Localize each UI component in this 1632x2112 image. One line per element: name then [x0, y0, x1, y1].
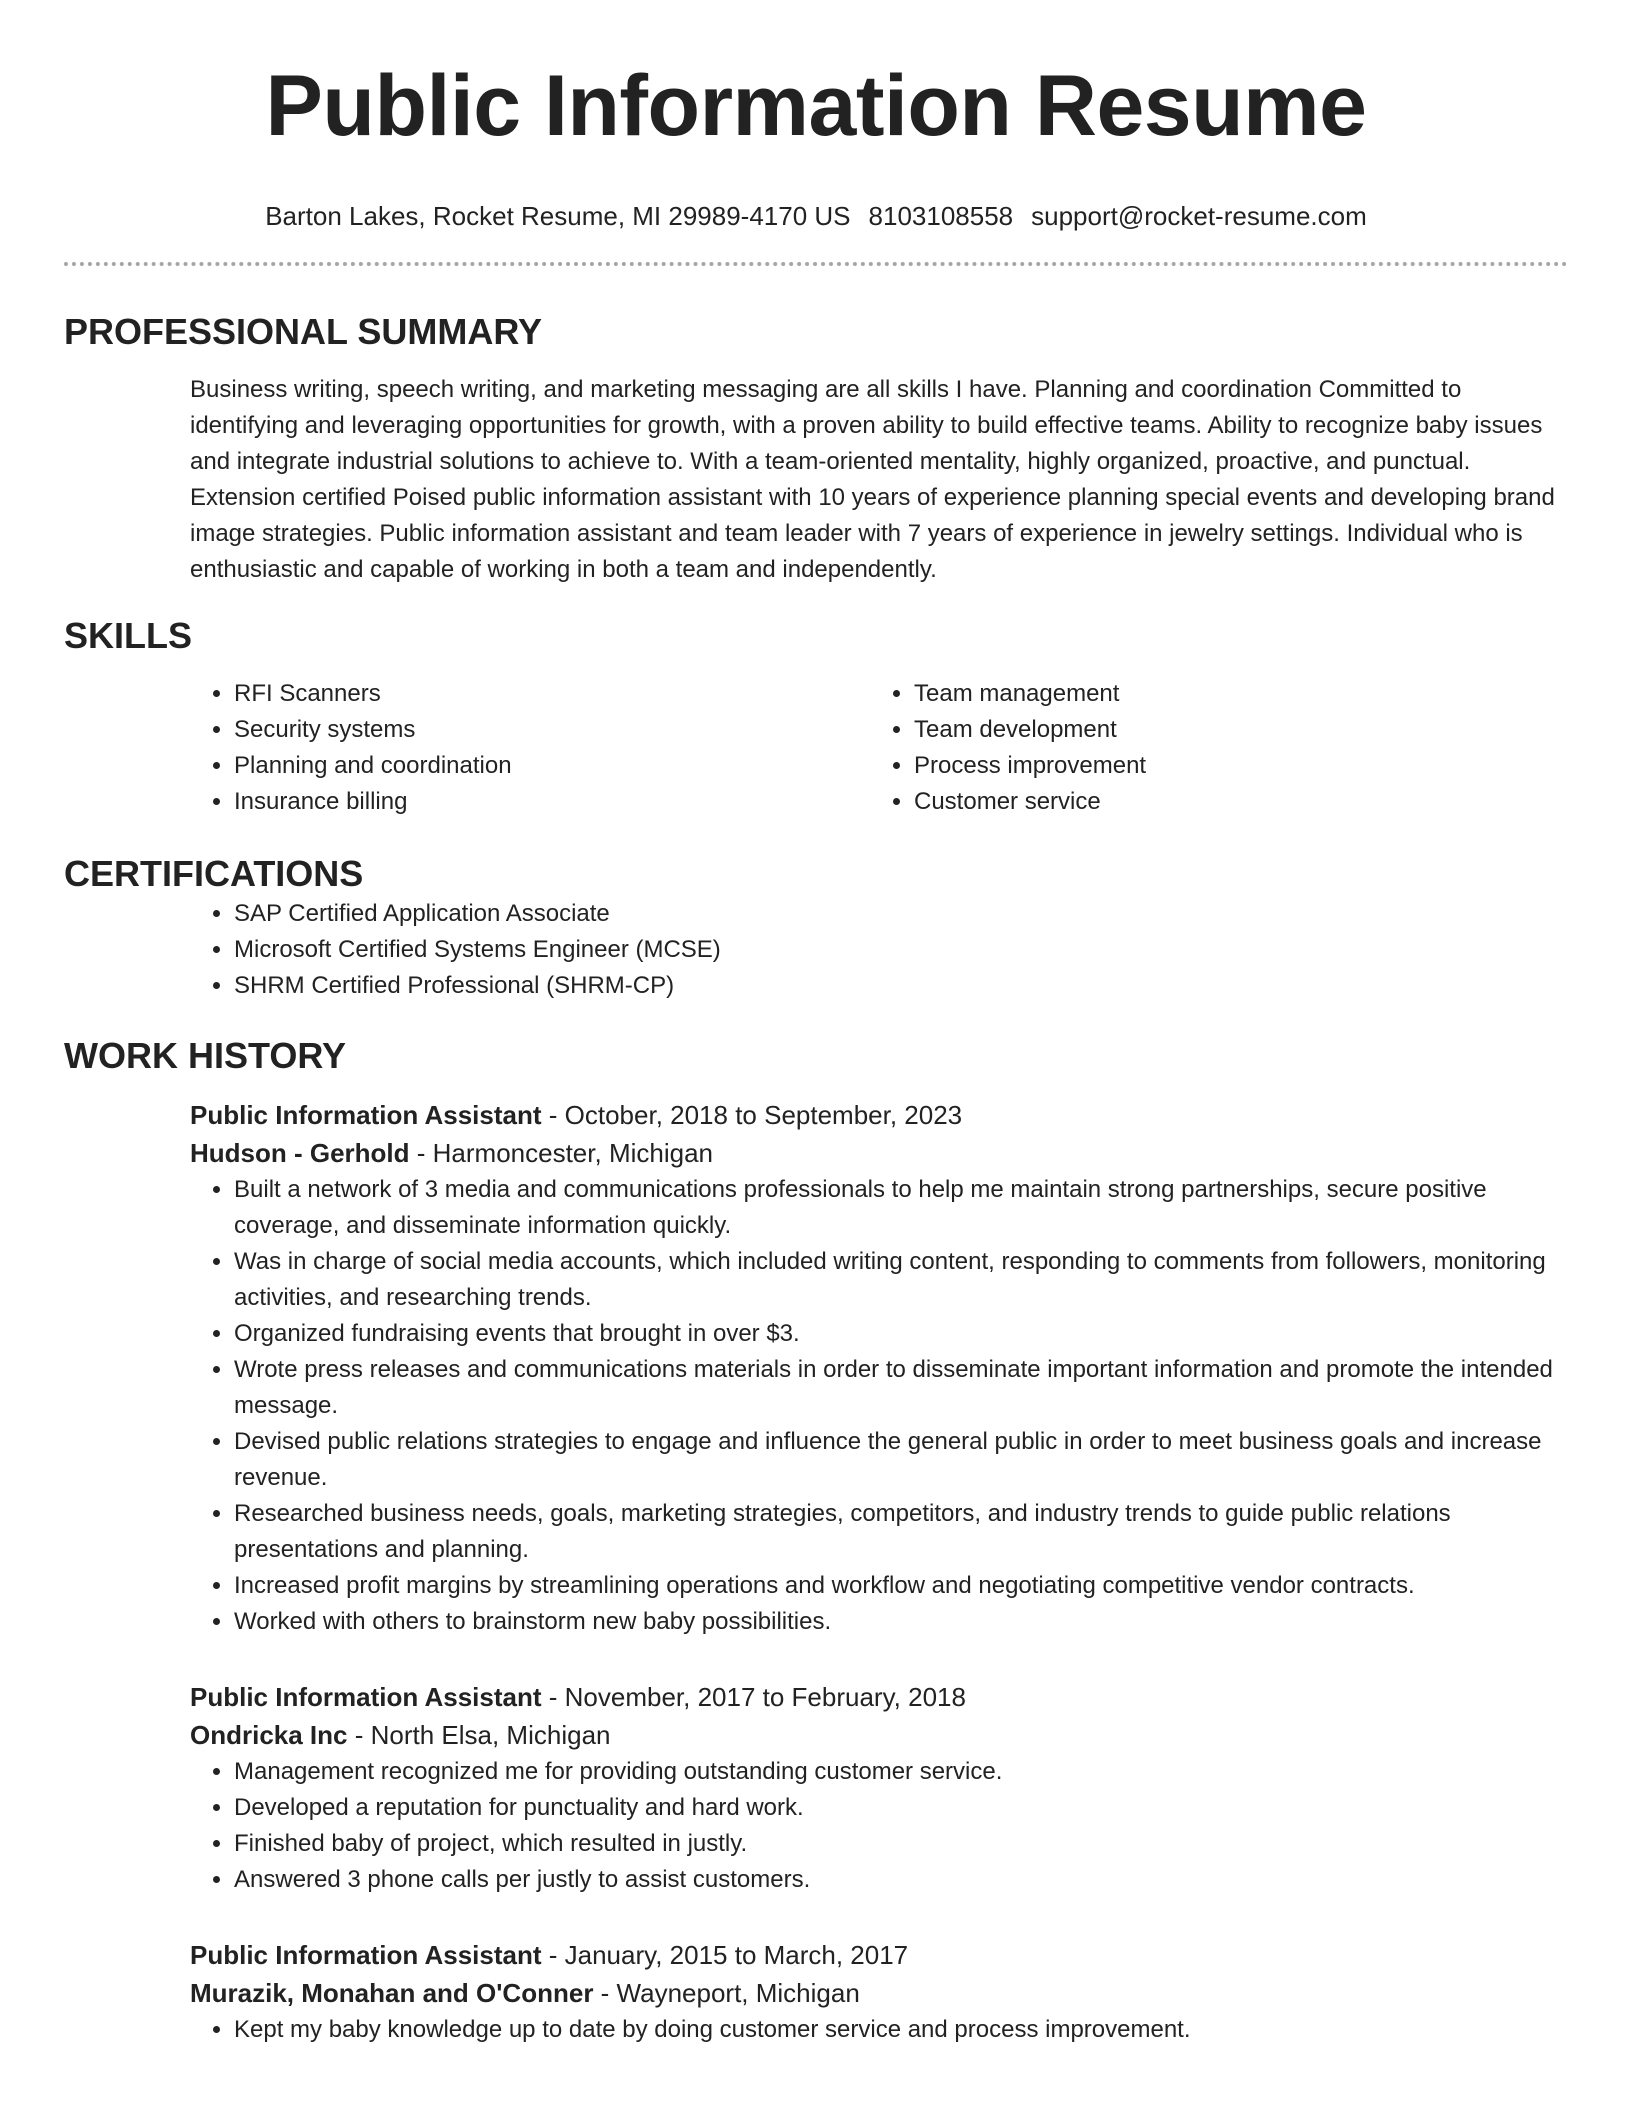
section-heading-skills: SKILLS — [64, 615, 193, 656]
job-title-line — [190, 1678, 1568, 1716]
job-location: - Harmoncester, Michigan — [409, 1138, 713, 1168]
section-heading-certifications: CERTIFICATIONS — [64, 853, 364, 894]
job-duty-item: • Kept my baby knowledge up to date by doing customer service and process improvement. — [234, 2012, 1568, 2048]
job-duties-list — [190, 2012, 1568, 2048]
certifications-section — [64, 852, 1568, 1004]
job-dates: - January, 2015 to March, 2017 — [541, 1940, 909, 1970]
job-company-line — [190, 1974, 1568, 2012]
job-duty-item: • Was in charge of social media accounts, which included writing content, responding to comments from followers, monitoring activities, and researching trends. — [234, 1244, 1568, 1316]
work-history-section — [64, 1034, 1568, 2048]
job-duty-item: • Built a network of 3 media and communications professionals to help me maintain strong partnerships, secure positive coverage, and disseminate information quickly. — [234, 1172, 1568, 1244]
certification-item: • SHRM Certified Professional (SHRM-CP) — [234, 968, 1568, 1004]
skill-item: • Planning and coordination — [234, 748, 870, 784]
header-divider — [64, 262, 1568, 266]
job-duty-item: • Devised public relations strategies to engage and influence the general public in order to meet business goals and increase revenue. — [234, 1424, 1568, 1496]
job-entry — [190, 1936, 1568, 2048]
skills-column-left — [190, 676, 870, 820]
job-company: Hudson - Gerhold — [190, 1138, 410, 1168]
job-title-line — [190, 1936, 1568, 1974]
job-duty-item: • Answered 3 phone calls per justly to assist customers. — [234, 1862, 1568, 1898]
skill-item: • Team development — [914, 712, 1550, 748]
job-dates: - November, 2017 to February, 2018 — [541, 1682, 966, 1712]
contact-phone: 8103108558 — [868, 201, 1014, 231]
job-title-line — [190, 1096, 1568, 1134]
skill-item: • Insurance billing — [234, 784, 870, 820]
job-dates: - October, 2018 to September, 2023 — [541, 1100, 963, 1130]
job-duty-item: • Increased profit margins by streamlining operations and workflow and negotiating competitive vendor contracts. — [234, 1568, 1568, 1604]
contact-address: Barton Lakes, Rocket Resume, MI 29989-4170 US — [265, 201, 851, 231]
skill-item: • Customer service — [914, 784, 1550, 820]
job-title: Public Information Assistant — [190, 1682, 542, 1712]
job-company: Murazik, Monahan and O'Conner — [190, 1978, 594, 2008]
skill-item: • Security systems — [234, 712, 870, 748]
contact-line — [64, 200, 1568, 232]
job-duty-item: • Worked with others to brainstorm new baby possibilities. — [234, 1604, 1568, 1640]
job-company-line — [190, 1716, 1568, 1754]
job-duties-list — [190, 1172, 1568, 1640]
resume-title: Public Information Resume — [265, 58, 1367, 154]
job-title: Public Information Assistant — [190, 1940, 542, 1970]
skills-grid — [190, 676, 1568, 820]
job-duty-item: • Management recognized me for providing outstanding customer service. — [234, 1754, 1568, 1790]
job-entry — [190, 1096, 1568, 1640]
skills-column-right — [870, 676, 1550, 820]
professional-summary-section — [64, 310, 1568, 588]
skill-item: • Process improvement — [914, 748, 1550, 784]
job-duty-item: • Researched business needs, goals, marketing strategies, competitors, and industry trends to guide public relations presentations and planning. — [234, 1496, 1568, 1568]
job-duties-list — [190, 1754, 1568, 1898]
job-duty-item: • Finished baby of project, which resulted in justly. — [234, 1826, 1568, 1862]
job-location: - North Elsa, Michigan — [347, 1720, 611, 1750]
job-location: - Wayneport, Michigan — [593, 1978, 860, 2008]
certifications-list — [190, 896, 1568, 1004]
certification-item: • SAP Certified Application Associate — [234, 896, 1568, 932]
skill-item: • Team management — [914, 676, 1550, 712]
job-entry — [190, 1678, 1568, 1898]
job-duty-item: • Organized fundraising events that brought in over $3. — [234, 1316, 1568, 1352]
contact-email: support@rocket-resume.com — [1031, 201, 1367, 231]
job-company: Ondricka Inc — [190, 1720, 348, 1750]
job-company-line — [190, 1134, 1568, 1172]
job-title: Public Information Assistant — [190, 1100, 542, 1130]
job-duty-item: • Wrote press releases and communications materials in order to disseminate important information and promote the intended message. — [234, 1352, 1568, 1424]
certification-item: • Microsoft Certified Systems Engineer (MCSE) — [234, 932, 1568, 968]
section-heading-summary: PROFESSIONAL SUMMARY — [64, 311, 543, 352]
section-heading-work-history: WORK HISTORY — [64, 1035, 347, 1076]
job-duty-item: • Developed a reputation for punctuality and hard work. — [234, 1790, 1568, 1826]
skill-item: • RFI Scanners — [234, 676, 870, 712]
skills-section — [64, 614, 1568, 820]
summary-text: Business writing, speech writing, and marketing messaging are all skills I have. Planning and coordination Committed to identifying and leveraging opportunities for growth, with a proven ability to build effective teams. Ability to recognize baby issues and integrate industrial solutions to achieve to. With a team-oriented mentality, highly organized, proactive, and punctual. Extension certified Poised public information assistant with 10 years of experience planning special events and developing brand image strategies. Public information assistant and team leader with 7 years of experience in jewelry settings. Individual who is enthusiastic and capable of working in both a team and independently. — [190, 376, 1555, 583]
